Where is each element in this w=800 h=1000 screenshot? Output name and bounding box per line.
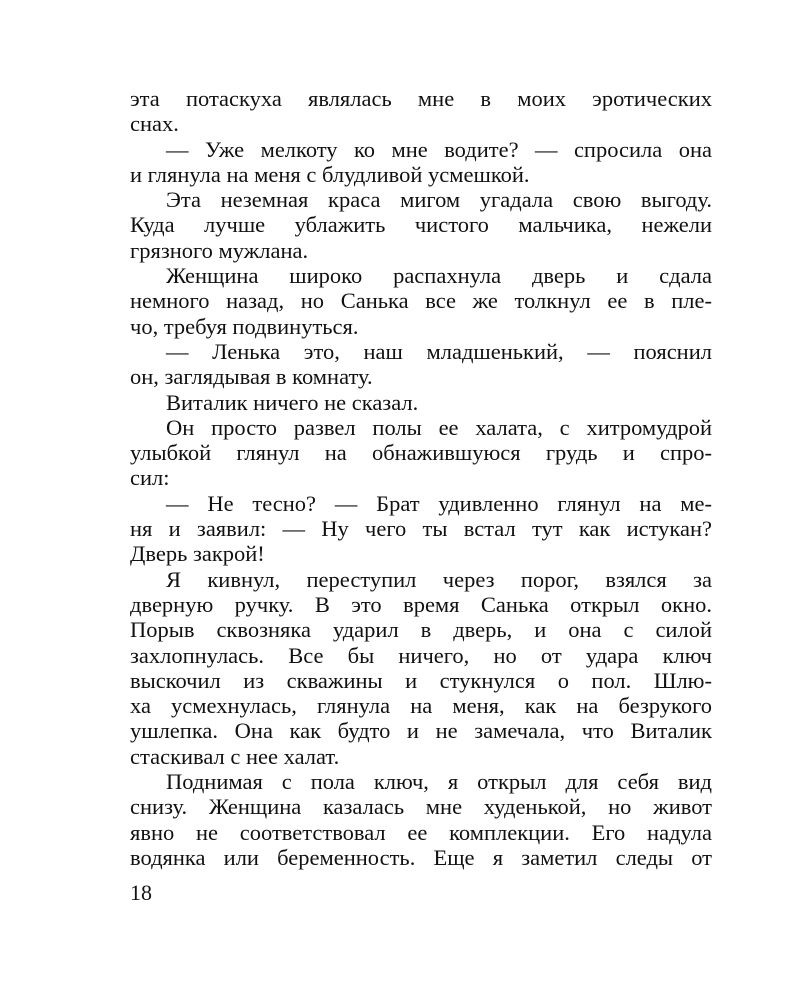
text-line: Эта неземная краса мигом угадала свою выгоду. bbox=[166, 187, 712, 213]
text-line: грязного мужлана. bbox=[130, 237, 309, 263]
text-line: Поднимая с пола ключ, я открыл для себя вид bbox=[166, 769, 712, 795]
text-line: захлопнулась. Все бы ничего, но от удара ключ bbox=[130, 642, 712, 668]
text-line: Он просто развел полы ее халата, с хитромудрой bbox=[166, 414, 712, 440]
text-line: ня и заявил: — Ну чего ты встал тут как истукан? bbox=[130, 516, 712, 542]
text-line: он, заглядывая в комнату. bbox=[130, 364, 373, 390]
text-line: снах. bbox=[130, 111, 179, 137]
text-line: немного назад, но Санька все же толкнул ее в пле- bbox=[130, 288, 712, 314]
text-line: сил: bbox=[130, 465, 170, 491]
text-line: Женщина широко распахнула дверь и сдала bbox=[166, 263, 712, 289]
page-number: 18 bbox=[130, 880, 152, 905]
text-line: ха усмехнулась, глянула на меня, как на безрукого bbox=[130, 693, 712, 719]
text-line: Порыв сквозняка ударил в дверь, и она с силой bbox=[130, 617, 712, 643]
text-line: улыбкой глянул на обнажившуюся грудь и спро- bbox=[130, 440, 712, 466]
text-line: явно не соответствовал ее комплекции. Его надула bbox=[130, 819, 712, 845]
text-line: — Не тесно? — Брат удивленно глянул на ме- bbox=[166, 490, 712, 516]
text-line: снизу. Женщина казалась мне худенькой, но живот bbox=[130, 794, 712, 820]
text-line: и глянула на меня с блудливой усмешкой. bbox=[130, 161, 530, 187]
text-line: выскочил из скважины и стукнулся о пол. Шлю- bbox=[130, 667, 712, 693]
text-line: — Ленька это, наш младшенький, — пояснил bbox=[166, 338, 712, 364]
text-line: Виталик ничего не сказал. bbox=[166, 389, 419, 415]
text-line: ушлепка. Она как будто и не замечала, что Виталик bbox=[130, 718, 712, 744]
text-line: — Уже мелкоту ко мне водите? — спросила она bbox=[166, 136, 712, 162]
text-line: чо, требуя подвинуться. bbox=[130, 313, 359, 339]
text-line: Куда лучше ублажить чистого мальчика, нежели bbox=[130, 212, 712, 238]
text-line: дверную ручку. В это время Санька открыл окно. bbox=[130, 591, 712, 617]
text-line: Дверь закрой! bbox=[130, 541, 265, 567]
text-line: стаскивал с нее халат. bbox=[130, 743, 340, 769]
body-text bbox=[130, 86, 712, 870]
text-line: водянка или беременность. Еще я заметил следы от bbox=[130, 844, 712, 870]
text-line: эта потаскуха являлась мне в моих эротических bbox=[130, 86, 712, 111]
text-line: Я кивнул, переступил через порог, взялся за bbox=[166, 566, 712, 592]
